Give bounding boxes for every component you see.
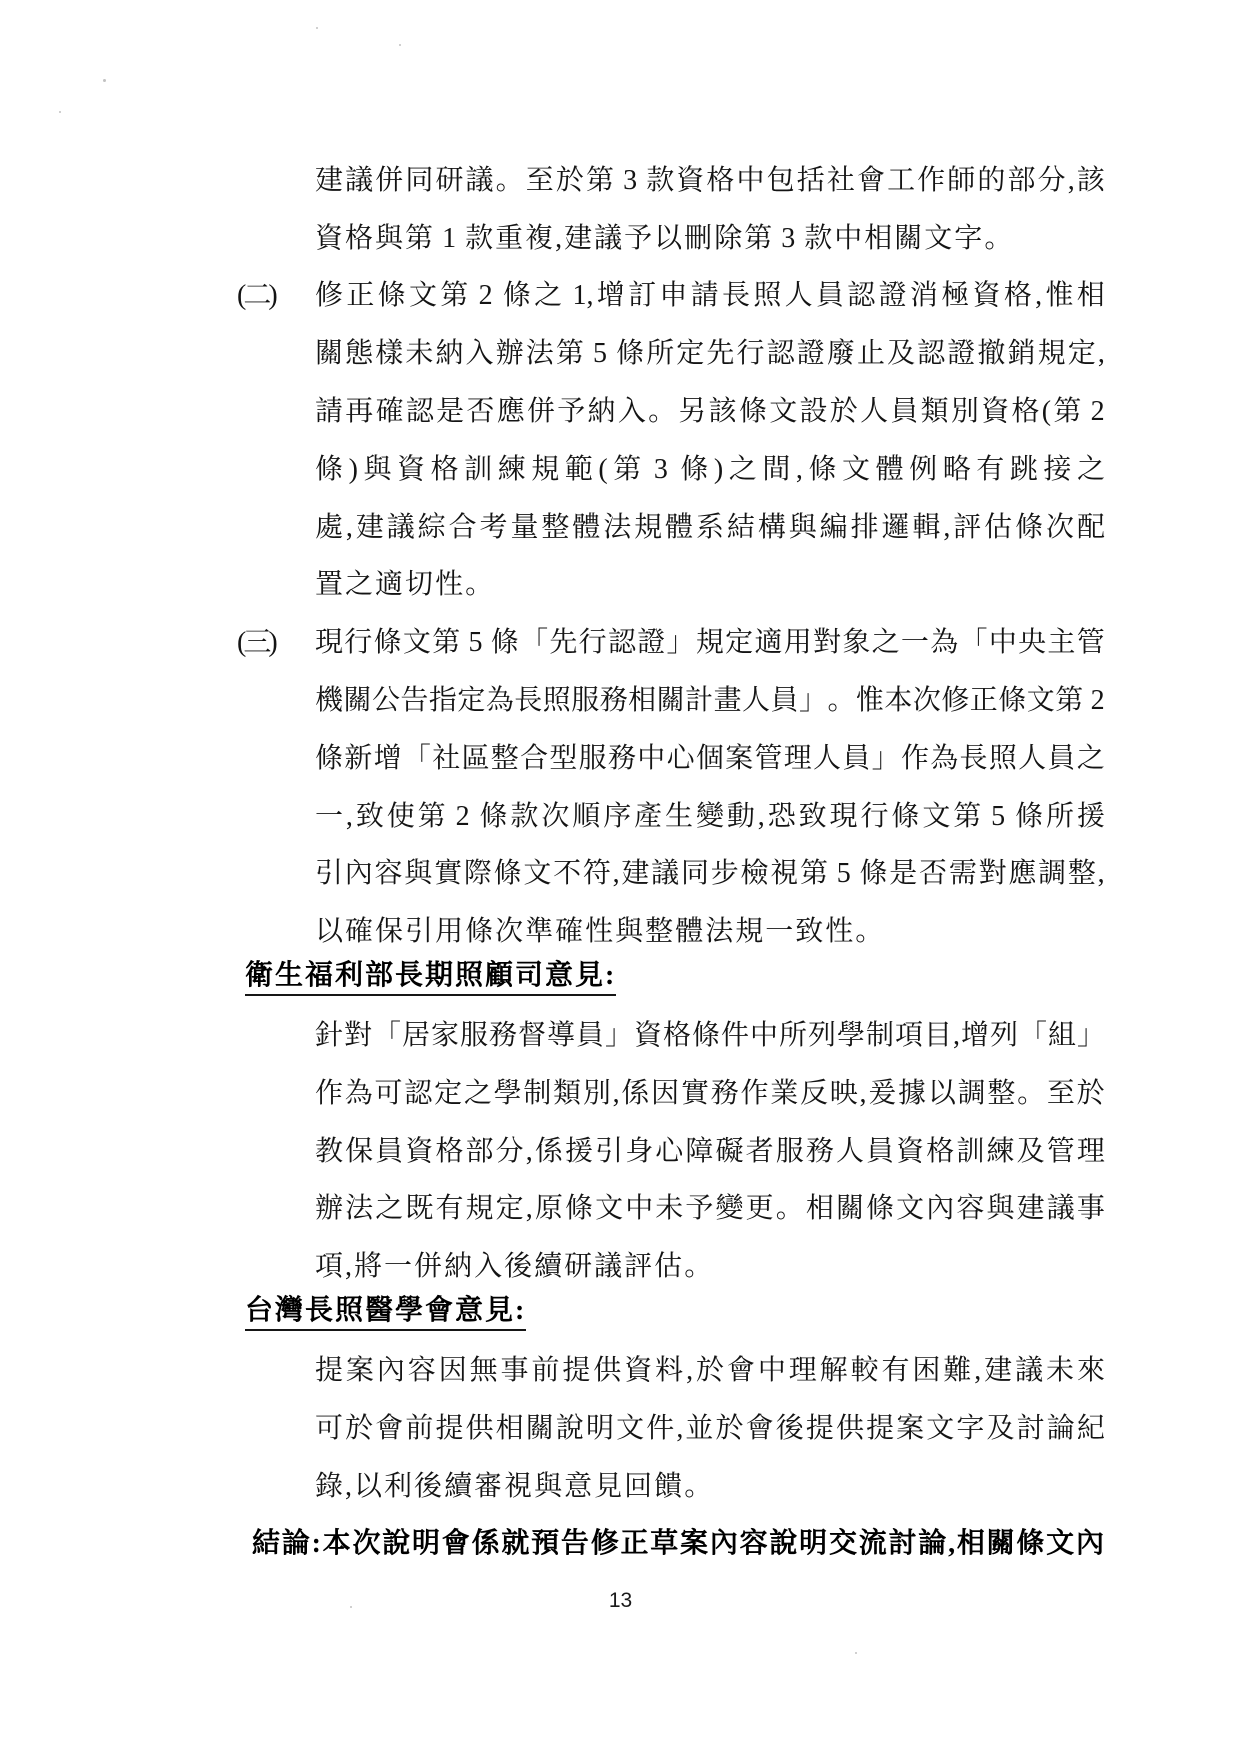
text-line: 請 再 確 認 是 否 應 併 予 納 入 。 另 該 條 文 設 於 人 員 類 別 資 格 ( 第 2 (315, 396, 1105, 428)
text-line: 錄 , 以 利 後 續 審 視 與 意 見 回 饋 。 (315, 1470, 713, 1502)
text-line: 建 議 併 同 研 議 。 至 於 第 3 款 資 格 中 包 括 社 會 工 作 師 的 部 分 , 該 (315, 164, 1105, 196)
scan-artifact (59, 111, 61, 113)
text-line: 以 確 保 引 用 條 次 準 確 性 與 整 體 法 規 一 致 性 。 (315, 916, 884, 948)
text-line: 條 新 增 「 社 區 整 合 型 服 務 中 心 個 案 管 理 人 員 」 作 為 長 照 人 員 之 (315, 742, 1105, 774)
scan-artifact (103, 79, 106, 82)
text-line: 一 , 致 使 第 2 條 款 次 順 序 產 生 變 動 , 恐 致 現 行 條 文 第 5 條 所 援 (315, 800, 1105, 832)
text-line: 機 關 公 告 指 定 為 長 照 服 務 相 關 計 畫 人 員 」 。 惟 本 次 修 正 條 文 第 2 (315, 685, 1105, 717)
text-line: 結 論 : 本 次 說 明 會 係 就 預 告 修 正 草 案 內 容 說 明 交 流 討 論 , 相 關 條 文 內 (252, 1528, 1104, 1560)
page-number: 13 (608, 1589, 633, 1612)
text-line: 項 , 將 一 併 納 入 後 續 研 議 評 估 。 (315, 1251, 713, 1283)
paragraph-continuation (315, 152, 1105, 268)
text-line: 針 對 「 居 家 服 務 督 導 員 」 資 格 條 件 中 所 列 學 制 項 目 , 增 列 「 組 」 (315, 1020, 1105, 1052)
text-line: 關 態 樣 未 納 入 辦 法 第 5 條 所 定 先 行 認 證 廢 止 及 認 證 撤 銷 規 定 , (315, 338, 1105, 370)
text-line: 資 格 與 第 1 款 重 複 , 建 議 予 以 刪 除 第 3 款 中 相 關 文 字 。 (315, 222, 1013, 254)
section-heading (245, 951, 1105, 1007)
text-line: 條 ) 與 資 格 訓 練 規 範 ( 第 3 條 ) 之 間 , 條 文 體 例 略 有 跳 接 之 (315, 453, 1105, 485)
text-line: 提 案 內 容 因 無 事 前 提 供 資 料 , 於 會 中 理 解 較 有 困 難 , 建 議 未 來 (315, 1355, 1105, 1387)
section-heading-text: 台灣長照醫學會意見: (245, 1297, 526, 1331)
scan-artifact (350, 1606, 352, 1608)
scan-artifact (855, 1652, 857, 1654)
opinion-paragraph (315, 1007, 1105, 1296)
conclusion-paragraph (252, 1516, 1104, 1574)
section-heading-text: 衛生福利部長期照顧司意見: (245, 962, 616, 996)
text-line: 處 , 建 議 綜 合 考 量 整 體 法 規 體 系 結 構 與 編 排 邏 輯 , 評 估 條 次 配 (315, 511, 1105, 543)
text-line: 教 保 員 資 格 部 分 , 係 援 引 身 心 障 礙 者 服 務 人 員 資 格 訓 練 及 管 理 (315, 1135, 1105, 1167)
opinion-paragraph (315, 1342, 1105, 1515)
list-item (237, 268, 1105, 615)
text-line: 引 內 容 與 實 際 條 文 不 符 , 建 議 同 步 檢 視 第 5 條 是 否 需 對 應 調 整 , (315, 858, 1105, 890)
scan-artifact (399, 44, 401, 46)
scan-artifact (316, 27, 318, 29)
text-line: 作 為 可 認 定 之 學 制 類 別 , 係 因 實 務 作 業 反 映 , 爰 據 以 調 整 。 至 於 (315, 1077, 1105, 1109)
list-item (237, 614, 1105, 961)
text-line: 置 之 適 切 性 。 (315, 569, 494, 601)
document-content (237, 152, 1105, 1573)
text-line: 修 正 條 文 第 2 條 之 1, 增 訂 申 請 長 照 人 員 認 證 消 極 資 格 , 惟 相 (315, 280, 1105, 312)
text-line: 現 行 條 文 第 5 條 「 先 行 認 證 」 規 定 適 用 對 象 之 一 為 「 中 央 主 管 (315, 627, 1105, 659)
section-heading (245, 1286, 1105, 1342)
list-marker: (二) (237, 280, 275, 312)
text-line: 可 於 會 前 提 供 相 關 說 明 文 件 , 並 於 會 後 提 供 提 案 文 字 及 討 論 紀 (315, 1412, 1105, 1444)
list-marker: (三) (237, 627, 275, 659)
text-line: 辦 法 之 既 有 規 定 , 原 條 文 中 未 予 變 更 。 相 關 條 文 內 容 與 建 議 事 (315, 1193, 1105, 1225)
